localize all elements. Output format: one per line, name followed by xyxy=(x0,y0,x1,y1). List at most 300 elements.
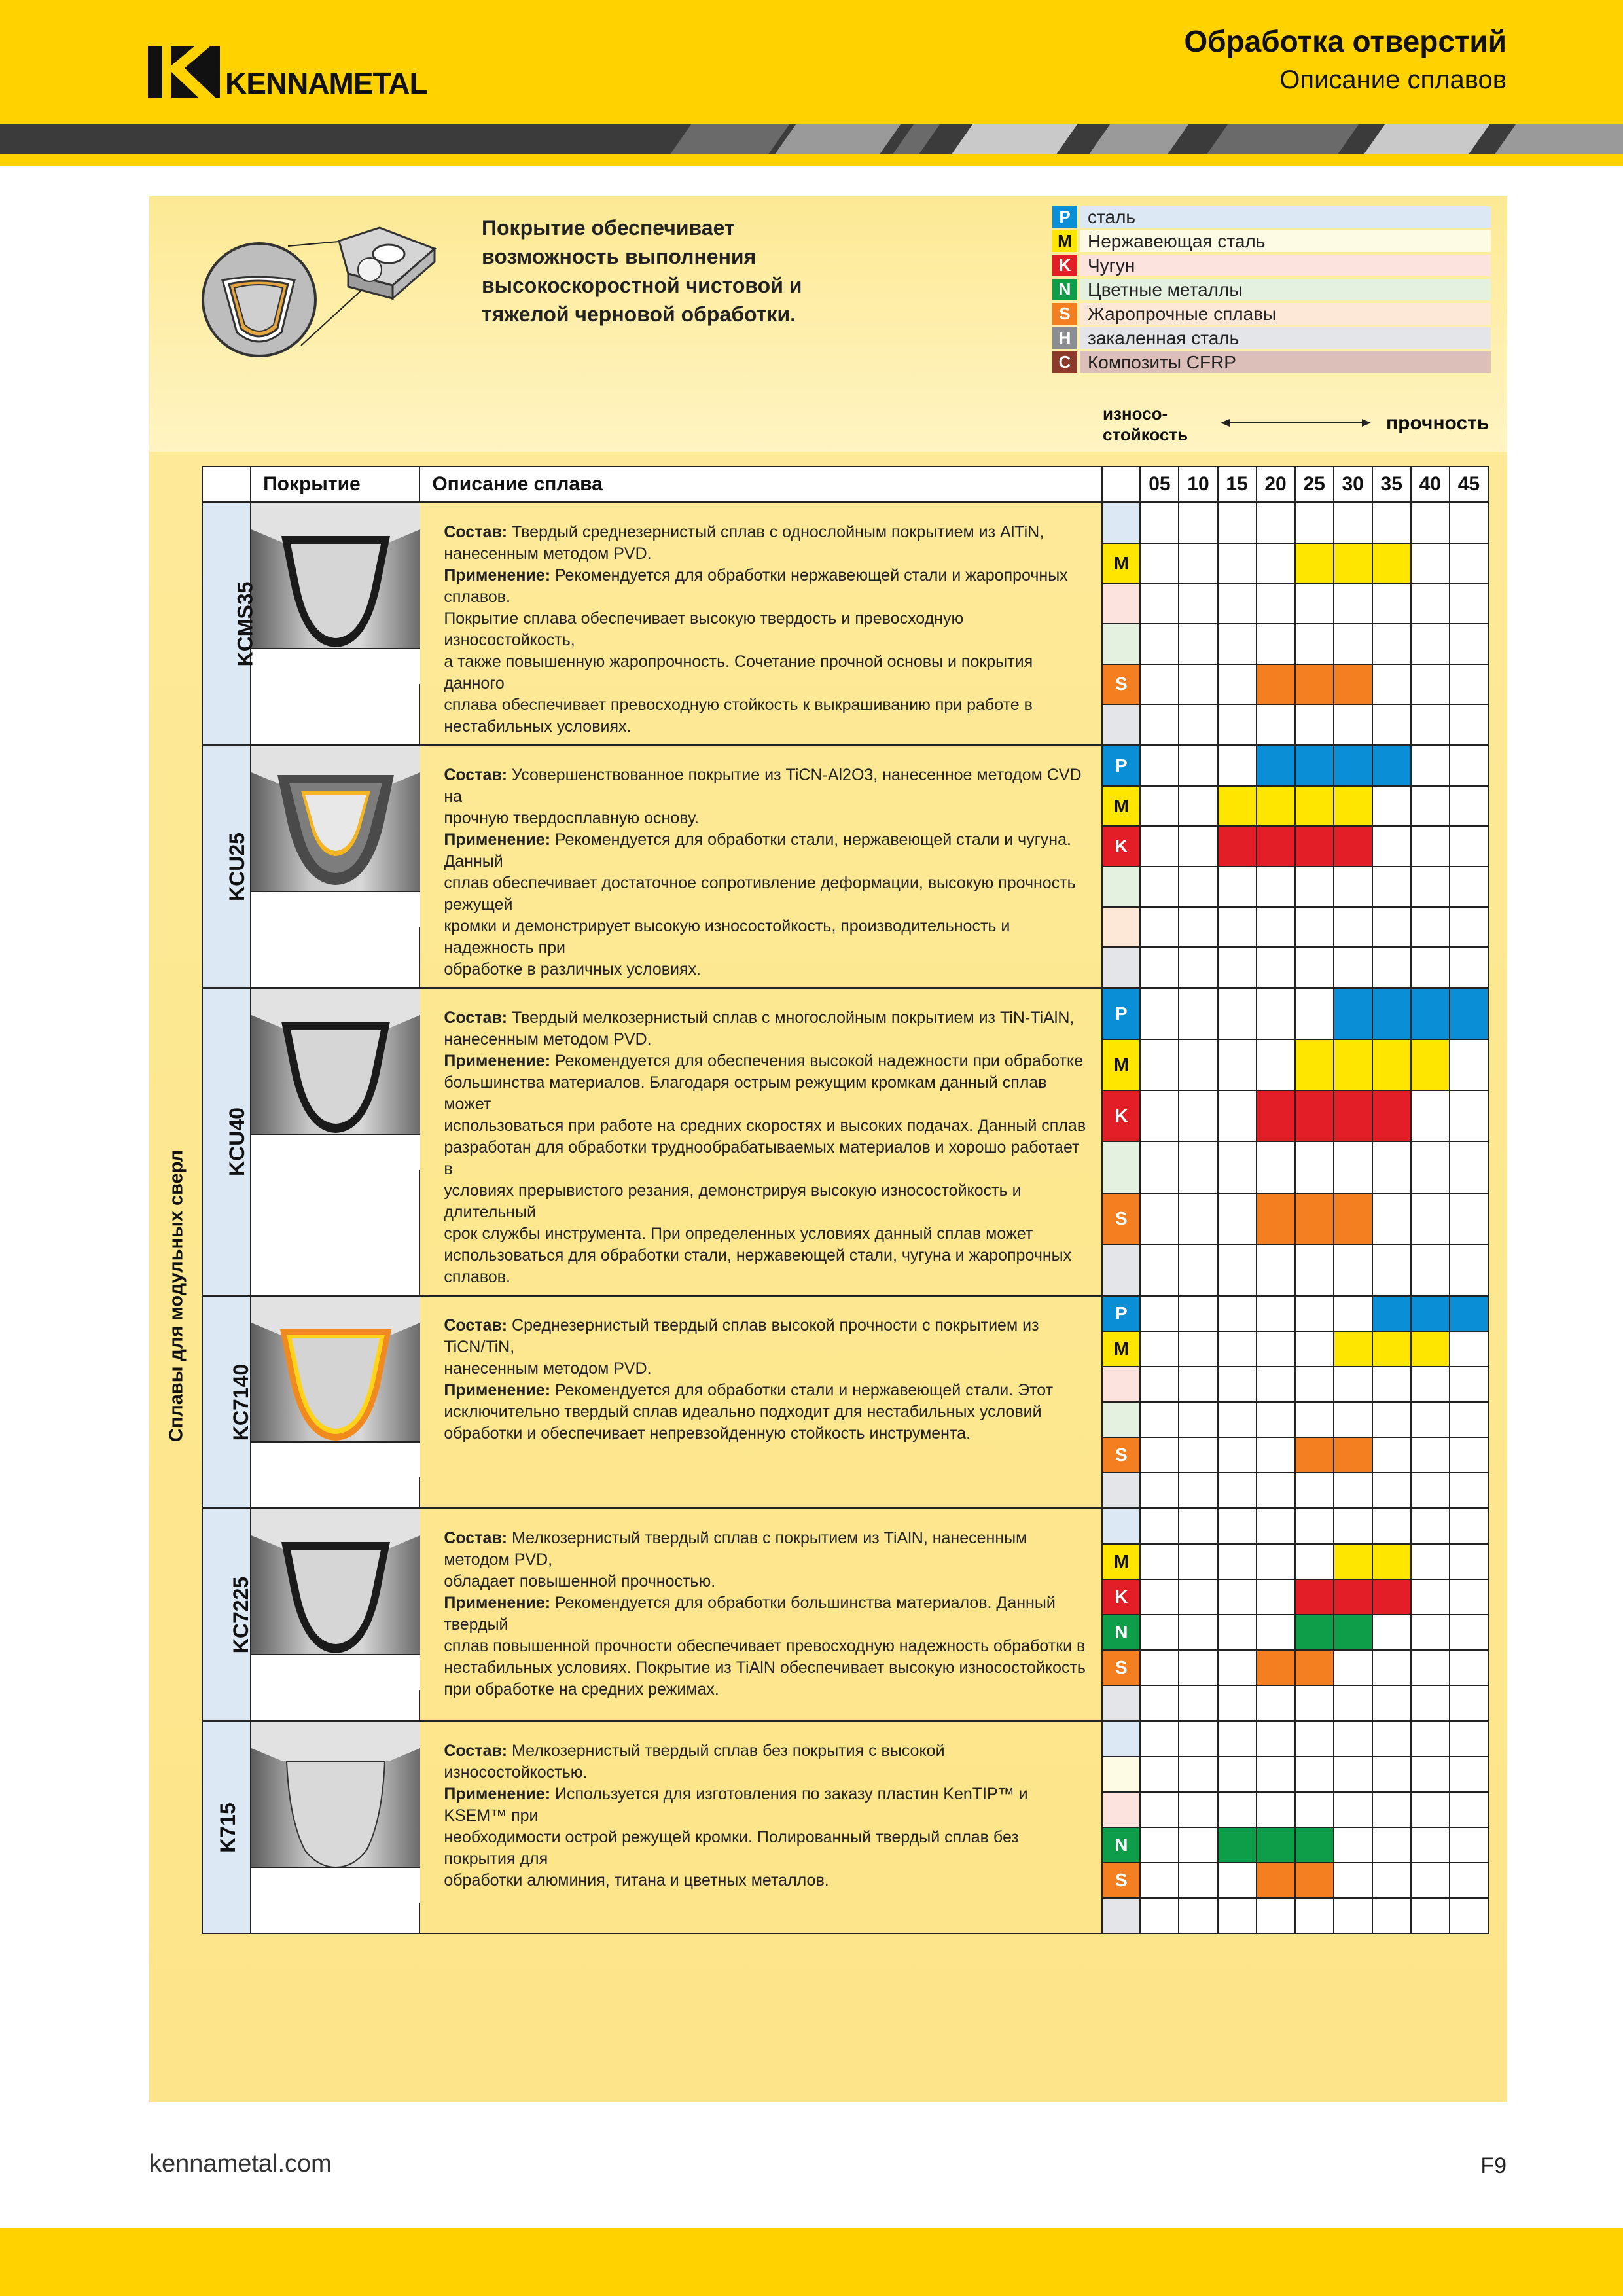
application-cell xyxy=(1179,704,1217,745)
application-cell xyxy=(1295,1650,1334,1685)
application-cell xyxy=(1179,1615,1217,1650)
legend-name: сталь xyxy=(1080,206,1491,228)
kennametal-logo[interactable] xyxy=(148,46,427,100)
application-cell xyxy=(1295,1685,1334,1721)
application-cell xyxy=(1295,1615,1334,1650)
legend-code: N xyxy=(1052,279,1077,300)
application-cell xyxy=(1372,543,1411,584)
grade-name xyxy=(202,503,257,745)
application-cell xyxy=(1334,1827,1372,1863)
description-text: Твердый мелкозернистый сплав с многослойным покрытием из TiN-TiAlN, xyxy=(507,1009,1075,1027)
description-text: Усовершенствованное покрытие из TiCN-Al2O3, нанесенное методом CVD на xyxy=(444,766,1082,806)
application-cell xyxy=(1411,1579,1450,1615)
application-cell xyxy=(1295,1437,1334,1473)
application-cell xyxy=(1334,1650,1372,1685)
application-cell xyxy=(1218,1757,1257,1792)
legend-name: Нержавеющая сталь xyxy=(1080,230,1491,252)
application-cell xyxy=(1372,1544,1411,1579)
legend-item xyxy=(1052,205,1491,229)
application-cell xyxy=(1257,1757,1295,1792)
coating-cross-section-icon xyxy=(251,746,420,927)
application-cell xyxy=(1257,664,1295,705)
material-cell xyxy=(1102,583,1140,624)
application-cell xyxy=(1218,1039,1257,1090)
application-cell xyxy=(1450,1792,1488,1827)
description-line xyxy=(444,1223,1087,1245)
application-cell xyxy=(1334,1437,1372,1473)
material-cell: S xyxy=(1102,1863,1140,1898)
coating-image xyxy=(251,1721,419,1934)
description-line xyxy=(444,1050,1087,1072)
application-cell xyxy=(1334,1685,1372,1721)
coating-cross-section-icon xyxy=(251,989,420,1170)
material-cell xyxy=(1102,503,1140,543)
description-label: Применение: xyxy=(444,1052,551,1070)
application-cell xyxy=(1295,1827,1334,1863)
application-cell xyxy=(1411,786,1450,827)
application-cell xyxy=(1295,745,1334,786)
application-cell xyxy=(1450,1509,1488,1545)
description-line xyxy=(444,1528,1087,1571)
material-cell: K xyxy=(1102,1090,1140,1141)
application-cell xyxy=(1334,786,1372,827)
application-cell xyxy=(1295,1402,1334,1437)
application-cell xyxy=(1179,1090,1217,1141)
description-text: Мелкозернистый твердый сплав без покрытия с высокой износостойкостью. xyxy=(444,1742,945,1782)
application-cell xyxy=(1372,786,1411,827)
description-line xyxy=(444,1679,1087,1700)
application-cell xyxy=(1411,988,1450,1040)
application-cell xyxy=(1372,1437,1411,1473)
application-cell xyxy=(1257,988,1295,1040)
coating-cross-section-icon xyxy=(251,1297,420,1477)
scale-header: 10 xyxy=(1179,467,1217,503)
application-cell xyxy=(1140,503,1179,543)
description-text: использоваться при работе на средних скоростях и высоких подачах. Данный сплав xyxy=(444,1117,1086,1135)
application-cell xyxy=(1411,1757,1450,1792)
application-cell xyxy=(1140,1792,1179,1827)
description-text: нанесенным методом PVD. xyxy=(444,1359,652,1378)
application-cell xyxy=(1257,1473,1295,1509)
application-cell xyxy=(1372,867,1411,907)
application-cell xyxy=(1411,867,1450,907)
legend-item xyxy=(1052,253,1491,278)
application-cell xyxy=(1140,664,1179,705)
application-cell xyxy=(1179,1437,1217,1473)
double-arrow-icon xyxy=(1221,416,1371,429)
description-text: Рекомендуется для обеспечения высокой надежности при обработке xyxy=(550,1052,1084,1070)
toughness-label: прочность xyxy=(1386,412,1489,434)
header-material xyxy=(1102,467,1140,503)
grade-label: KC7225 xyxy=(229,1576,253,1653)
application-cell xyxy=(1372,1473,1411,1509)
description-text: сплав обеспечивает достаточное сопротивление деформации, высокую прочность режущей xyxy=(444,874,1076,914)
application-cell xyxy=(1218,947,1257,988)
description-line xyxy=(444,829,1087,872)
application-cell xyxy=(1218,1367,1257,1402)
description-line xyxy=(444,543,1087,565)
application-cell xyxy=(1411,1367,1450,1402)
scale-header: 25 xyxy=(1295,467,1334,503)
application-cell xyxy=(1257,1141,1295,1193)
material-cell: P xyxy=(1102,1296,1140,1332)
application-cell xyxy=(1372,947,1411,988)
application-cell xyxy=(1372,503,1411,543)
application-cell xyxy=(1411,1615,1450,1650)
application-cell xyxy=(1450,704,1488,745)
application-cell xyxy=(1218,1685,1257,1721)
material-cell: P xyxy=(1102,988,1140,1040)
description-text: обработке в различных условиях. xyxy=(444,960,701,978)
grade-label: KCMS35 xyxy=(233,581,257,666)
application-cell xyxy=(1334,1579,1372,1615)
legend-item xyxy=(1052,229,1491,253)
application-cell xyxy=(1257,1827,1295,1863)
description-text: Рекомендуется для обработки большинства материалов. Данный твердый xyxy=(444,1594,1056,1634)
application-cell xyxy=(1372,1579,1411,1615)
material-cell: M xyxy=(1102,1331,1140,1367)
application-cell xyxy=(1218,1402,1257,1437)
legend-code: M xyxy=(1052,230,1077,252)
application-cell xyxy=(1257,1898,1295,1933)
application-cell xyxy=(1179,1244,1217,1296)
description-text: Рекомендуется для обработки нержавеющей стали и жаропрочных сплавов. xyxy=(444,566,1068,606)
application-cell xyxy=(1334,1863,1372,1898)
application-cell xyxy=(1179,745,1217,786)
description-text: Мелкозернистый твердый сплав с покрытием из TiAlN, нанесенным методом PVD, xyxy=(444,1529,1027,1569)
description-label: Состав: xyxy=(444,1009,508,1027)
application-cell xyxy=(1450,1193,1488,1244)
application-cell xyxy=(1334,543,1372,584)
application-cell xyxy=(1257,1331,1295,1367)
application-cell xyxy=(1257,1863,1295,1898)
coating-image xyxy=(251,988,419,1296)
application-cell xyxy=(1140,1473,1179,1509)
description-line xyxy=(444,608,1087,651)
application-cell xyxy=(1411,947,1450,988)
description-label: Применение: xyxy=(444,566,551,584)
application-cell xyxy=(1218,1437,1257,1473)
description-line xyxy=(444,1571,1087,1592)
application-cell xyxy=(1450,503,1488,543)
description-text: необходимости острой режущей кромки. Полированный твердый сплав без покрытия для xyxy=(444,1828,1019,1868)
application-cell xyxy=(1295,867,1334,907)
application-cell xyxy=(1218,745,1257,786)
grades-table xyxy=(202,466,1489,1934)
application-cell xyxy=(1257,1090,1295,1141)
table-row xyxy=(202,1296,1488,1332)
description-text: Рекомендуется для обработки стали, нержавеющей стали и чугуна. Данный xyxy=(444,831,1071,870)
application-cell xyxy=(1372,1244,1411,1296)
application-cell xyxy=(1218,1509,1257,1545)
application-cell xyxy=(1334,624,1372,664)
application-cell xyxy=(1179,1296,1217,1332)
application-cell xyxy=(1450,1367,1488,1402)
footer-link[interactable]: kennametal.com xyxy=(149,2150,332,2178)
application-cell xyxy=(1179,1402,1217,1437)
application-cell xyxy=(1334,1792,1372,1827)
material-cell: K xyxy=(1102,826,1140,867)
application-cell xyxy=(1257,1685,1295,1721)
application-cell xyxy=(1218,1792,1257,1827)
application-cell xyxy=(1295,1039,1334,1090)
application-cell xyxy=(1372,907,1411,948)
application-cell xyxy=(1411,1898,1450,1933)
material-cell xyxy=(1102,1792,1140,1827)
grade-description xyxy=(419,1509,1102,1721)
application-cell xyxy=(1218,1615,1257,1650)
application-cell xyxy=(1411,1721,1450,1757)
wear-label-line: стойкость xyxy=(1103,425,1188,444)
application-cell xyxy=(1334,1141,1372,1193)
material-cell: P xyxy=(1102,745,1140,786)
application-cell xyxy=(1179,1685,1217,1721)
material-cell: N xyxy=(1102,1827,1140,1863)
application-cell xyxy=(1218,1721,1257,1757)
application-cell xyxy=(1257,907,1295,948)
application-cell xyxy=(1372,1615,1411,1650)
scale-header: 40 xyxy=(1411,467,1450,503)
description-text: сплава обеспечивает превосходную стойкость к выкрашиванию при работе в xyxy=(444,696,1033,714)
material-cell: S xyxy=(1102,1193,1140,1244)
application-cell xyxy=(1372,1367,1411,1402)
description-text: обработки и обеспечивает непревзойденную стойкость инструмента. xyxy=(444,1424,971,1443)
application-cell xyxy=(1257,1402,1295,1437)
application-cell xyxy=(1179,1544,1217,1579)
application-cell xyxy=(1257,1193,1295,1244)
application-cell xyxy=(1334,867,1372,907)
description-line xyxy=(444,1315,1087,1358)
description-line xyxy=(444,1180,1087,1223)
material-cell xyxy=(1102,1244,1140,1296)
grade-label: KCU40 xyxy=(224,1107,249,1176)
application-cell xyxy=(1450,1721,1488,1757)
application-cell xyxy=(1218,1650,1257,1685)
application-cell xyxy=(1450,1296,1488,1332)
description-label: Состав: xyxy=(444,1529,508,1547)
description-text: нестабильных условиях. xyxy=(444,717,632,736)
application-cell xyxy=(1372,1898,1411,1933)
description-text: обладает повышенной прочностью. xyxy=(444,1572,716,1590)
application-cell xyxy=(1372,1090,1411,1141)
application-cell xyxy=(1295,1141,1334,1193)
application-cell xyxy=(1218,988,1257,1040)
legend-code: S xyxy=(1052,303,1077,325)
application-cell xyxy=(1257,624,1295,664)
application-cell xyxy=(1179,543,1217,584)
application-cell xyxy=(1179,867,1217,907)
application-cell xyxy=(1334,1721,1372,1757)
application-cell xyxy=(1140,1544,1179,1579)
application-cell xyxy=(1218,1296,1257,1332)
application-cell xyxy=(1334,947,1372,988)
application-cell xyxy=(1140,1509,1179,1545)
application-cell xyxy=(1450,1615,1488,1650)
header-coating: Покрытие xyxy=(251,467,419,503)
material-cell xyxy=(1102,624,1140,664)
legend-name: Жаропрочные сплавы xyxy=(1080,303,1491,325)
grade-name xyxy=(202,1721,251,1934)
description-line xyxy=(444,1784,1087,1827)
table-row xyxy=(202,988,1488,1040)
legend-name: Чугун xyxy=(1080,255,1491,276)
scale-header: 05 xyxy=(1140,467,1179,503)
application-cell xyxy=(1450,988,1488,1040)
application-cell xyxy=(1334,1090,1372,1141)
application-cell xyxy=(1218,1579,1257,1615)
application-cell xyxy=(1295,624,1334,664)
material-cell xyxy=(1102,704,1140,745)
application-cell xyxy=(1218,826,1257,867)
material-cell xyxy=(1102,1509,1140,1545)
application-cell xyxy=(1372,826,1411,867)
brand-name: KENNAMETAL xyxy=(225,66,427,100)
description-text: сплав повышенной прочности обеспечивает превосходную надежность обработки в xyxy=(444,1637,1086,1655)
application-cell xyxy=(1372,1827,1411,1863)
description-text: разработан для обработки труднообрабатываемых материалов и хорошо работает в xyxy=(444,1138,1080,1178)
application-cell xyxy=(1411,1544,1450,1579)
material-cell xyxy=(1102,1898,1140,1933)
scale-header: 20 xyxy=(1257,467,1295,503)
header-underline xyxy=(0,154,1623,166)
legend-item xyxy=(1052,302,1491,326)
application-cell xyxy=(1372,1650,1411,1685)
application-cell xyxy=(1179,1898,1217,1933)
application-cell xyxy=(1257,1437,1295,1473)
application-cell xyxy=(1334,1193,1372,1244)
legend-item xyxy=(1052,326,1491,350)
application-cell xyxy=(1450,1402,1488,1437)
application-cell xyxy=(1411,704,1450,745)
description-line xyxy=(444,1115,1087,1137)
application-cell xyxy=(1218,1141,1257,1193)
application-cell xyxy=(1334,1367,1372,1402)
description-text: Твердый среднезернистый сплав с однослойным покрытием из AlTiN, xyxy=(507,523,1044,541)
description-line xyxy=(444,1827,1087,1870)
application-cell xyxy=(1450,1579,1488,1615)
application-cell xyxy=(1218,1331,1257,1367)
description-line xyxy=(444,1592,1087,1636)
application-cell xyxy=(1295,826,1334,867)
application-cell xyxy=(1411,1827,1450,1863)
description-line xyxy=(444,1740,1087,1784)
application-cell xyxy=(1218,1090,1257,1141)
application-cell xyxy=(1450,1757,1488,1792)
application-cell xyxy=(1450,1685,1488,1721)
application-cell xyxy=(1372,1039,1411,1090)
coating-cross-section-icon xyxy=(251,1722,420,1903)
application-cell xyxy=(1218,1827,1257,1863)
application-cell xyxy=(1218,624,1257,664)
application-cell xyxy=(1140,907,1179,948)
application-cell xyxy=(1140,1402,1179,1437)
legend-code: K xyxy=(1052,255,1077,276)
scale-header: 35 xyxy=(1372,467,1411,503)
legend-code: H xyxy=(1052,327,1077,349)
table-row xyxy=(202,1509,1488,1545)
application-cell xyxy=(1372,1685,1411,1721)
description-line xyxy=(444,1007,1087,1029)
application-cell xyxy=(1295,1757,1334,1792)
application-cell xyxy=(1334,1615,1372,1650)
description-text: Рекомендуется для обработки стали и нержавеющей стали. Этот xyxy=(550,1381,1054,1399)
application-cell xyxy=(1140,1331,1179,1367)
intro-text xyxy=(482,213,822,329)
grade-label: KCU25 xyxy=(224,832,249,901)
legend-code: P xyxy=(1052,206,1077,228)
application-cell xyxy=(1450,624,1488,664)
header-stripe xyxy=(0,124,1623,154)
header-blank xyxy=(202,467,251,503)
application-cell xyxy=(1450,867,1488,907)
application-cell xyxy=(1411,1437,1450,1473)
material-cell xyxy=(1102,1141,1140,1193)
application-cell xyxy=(1179,1827,1217,1863)
description-label: Применение: xyxy=(444,1785,551,1803)
application-cell xyxy=(1411,664,1450,705)
application-cell xyxy=(1218,664,1257,705)
material-legend xyxy=(1052,205,1491,374)
header-description: Описание сплава xyxy=(419,467,1102,503)
application-cell xyxy=(1411,624,1450,664)
grade-description xyxy=(419,745,1102,988)
application-cell xyxy=(1295,1544,1334,1579)
application-cell xyxy=(1140,1721,1179,1757)
application-cell xyxy=(1179,624,1217,664)
application-cell xyxy=(1334,826,1372,867)
application-cell xyxy=(1140,543,1179,584)
description-line xyxy=(444,1029,1087,1050)
application-cell xyxy=(1140,1141,1179,1193)
application-cell xyxy=(1179,1721,1217,1757)
grade-name xyxy=(202,1296,251,1509)
description-line xyxy=(444,716,1087,738)
application-cell xyxy=(1140,1757,1179,1792)
coating-image xyxy=(251,745,419,988)
application-cell xyxy=(1257,786,1295,827)
description-label: Состав: xyxy=(444,1316,508,1335)
application-cell xyxy=(1372,704,1411,745)
description-line xyxy=(444,651,1087,694)
intro-line: тяжелой черновой обработки. xyxy=(482,302,796,326)
application-cell xyxy=(1140,826,1179,867)
application-cell xyxy=(1257,1792,1295,1827)
description-text: Используется для изготовления по заказу пластин KenTIP™ и KSEM™ при xyxy=(444,1785,1028,1825)
application-cell xyxy=(1140,1863,1179,1898)
application-cell xyxy=(1334,1544,1372,1579)
application-cell xyxy=(1140,1193,1179,1244)
application-cell xyxy=(1140,1685,1179,1721)
application-cell xyxy=(1179,1650,1217,1685)
material-cell: M xyxy=(1102,543,1140,584)
application-cell xyxy=(1411,1685,1450,1721)
application-cell xyxy=(1140,1437,1179,1473)
wear-label-line: износо- xyxy=(1103,404,1168,423)
application-cell xyxy=(1334,1402,1372,1437)
description-text: большинства материалов. Благодаря острым режущим кромкам данный сплав может xyxy=(444,1073,1047,1113)
application-cell xyxy=(1372,1509,1411,1545)
application-cell xyxy=(1450,664,1488,705)
application-cell xyxy=(1257,947,1295,988)
application-cell xyxy=(1450,947,1488,988)
legend-name: Композиты CFRP xyxy=(1080,351,1491,373)
material-cell: S xyxy=(1102,664,1140,705)
application-cell xyxy=(1334,907,1372,948)
application-cell xyxy=(1450,826,1488,867)
intro-line: высокоскоростной чистовой и xyxy=(482,274,802,297)
application-cell xyxy=(1140,1296,1179,1332)
description-line xyxy=(444,1657,1087,1679)
